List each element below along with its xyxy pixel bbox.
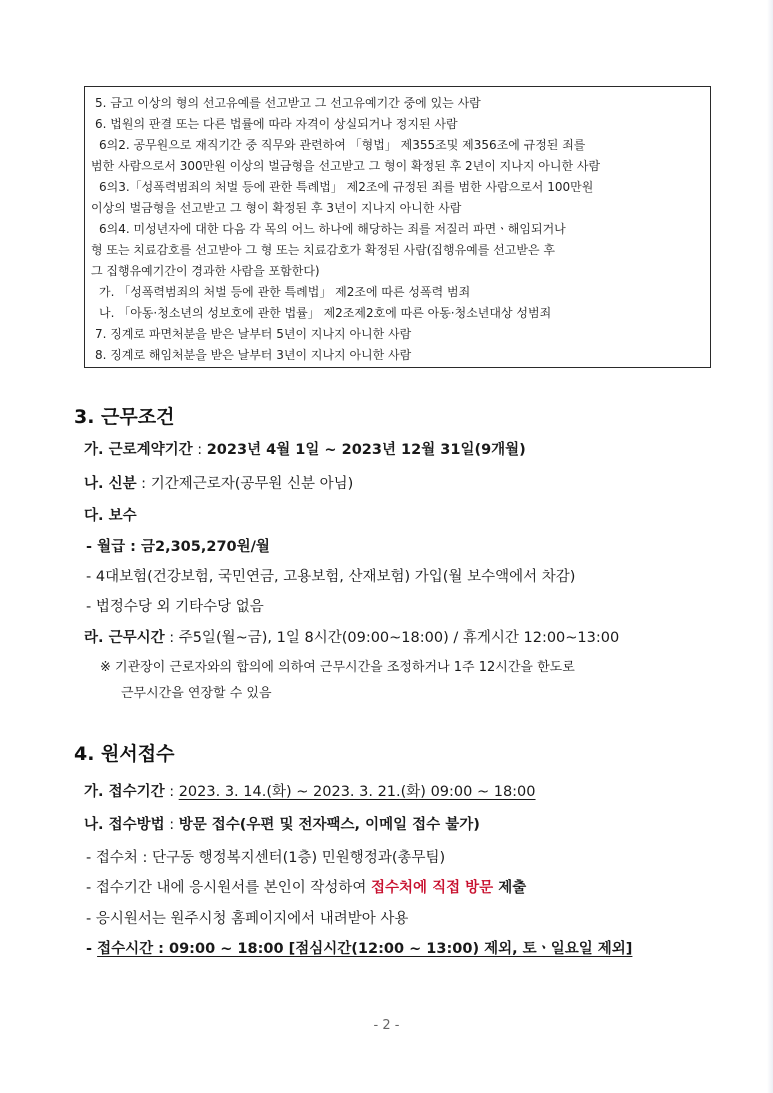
work-hours-label: 라. 근무시간 <box>84 630 165 646</box>
section-title-application: 4. 원서접수 <box>74 743 175 765</box>
separator: : <box>164 784 179 800</box>
application-period-label: 가. 접수기간 <box>84 784 165 800</box>
box-line: 6의3.「성폭력범죄의 처벌 등에 관한 특례법」 제2조에 규정된 죄를 범한 사람으로서 100만원 <box>99 180 594 194</box>
work-hours-value: 주5일(월~금), 1일 8시간(09:00~18:00) / 휴게시간 12:00~13:00 <box>178 630 620 646</box>
reception-hours-line <box>86 939 632 959</box>
note-line-2: 근무시간을 연장할 수 있음 <box>121 686 272 701</box>
box-line: 이상의 벌금형을 선고받고 그 형이 확정된 후 3년이 지나지 아니한 사람 <box>91 201 462 215</box>
contract-period-label: 가. 근로계약기간 <box>84 442 193 458</box>
submission-end: 제출 <box>493 880 527 896</box>
reception-hours-value: 접수시간 : 09:00 ~ 18:00 [점심시간(12:00 ~ 13:00) 제외, 토ㆍ일요일 제외] <box>97 941 633 957</box>
salary-label: 다. 보수 <box>84 508 137 524</box>
submission-text: - 접수기간 내에 응시원서를 본인이 작성하여 <box>86 880 372 896</box>
dash: - <box>86 941 98 957</box>
monthly-pay-value: 금2,305,270원/월 <box>140 539 270 555</box>
box-line: 6의4. 미성년자에 대한 다음 각 목의 어느 하나에 해당하는 죄를 저질러 파면ㆍ해임되거나 <box>99 222 566 236</box>
contract-period-value: 2023년 4월 1일 ~ 2023년 12월 31일(9개월) <box>206 442 526 458</box>
box-line: 6의2. 공무원으로 재직기간 중 직무와 관련하여 「형법」 제355조및 제356조에 규정된 죄를 <box>99 138 586 152</box>
contract-period-line <box>84 440 526 460</box>
form-download-line: - 응시원서는 원주시청 홈페이지에서 내려받아 사용 <box>86 911 409 927</box>
status-line <box>84 474 353 494</box>
box-line: 6. 법원의 판결 또는 다른 법률에 따라 자격이 상실되거나 정지된 사람 <box>95 117 458 131</box>
box-line: 형 또는 치료감호를 선고받아 그 형 또는 치료감호가 확정된 사람(집행유예를 선고받은 후 <box>91 243 555 257</box>
scan-edge-shade <box>767 0 773 1093</box>
salary-label-line <box>84 506 137 526</box>
separator: : <box>192 442 207 458</box>
work-hours-line <box>84 628 619 648</box>
section-title-work-conditions: 3. 근무조건 <box>74 406 175 428</box>
submission-emphasis: 접수처에 직접 방문 <box>371 880 494 896</box>
status-value: 기간제근로자(공무원 신분 아님) <box>150 476 354 492</box>
separator: : <box>164 630 179 646</box>
application-method-label: 나. 접수방법 <box>84 817 165 833</box>
status-label: 나. 신분 <box>84 476 137 492</box>
submission-line <box>86 878 526 898</box>
box-line: 8. 징계로 해임처분을 받은 날부터 3년이 지나지 아니한 사람 <box>95 348 412 362</box>
monthly-pay-line <box>86 537 270 557</box>
page-number: - 2 - <box>373 1018 400 1033</box>
separator: : <box>136 476 151 492</box>
application-period-value: 2023. 3. 14.(화) ~ 2023. 3. 21.(화) 09:00 ~ 18:00 <box>178 784 536 800</box>
monthly-pay-label: - 월급 : <box>86 539 141 555</box>
reception-place-line: - 접수처 : 단구동 행정복지센터(1층) 민원행정과(총무팀) <box>86 850 446 866</box>
note-line-1: ※ 기관장이 근로자와의 합의에 의하여 근무시간을 조정하거나 1주 12시간을 한도로 <box>100 660 575 675</box>
box-line: 나. 「아동·청소년의 성보호에 관한 법률」 제2조제2호에 따른 아동·청소년대상 성범죄 <box>99 306 552 320</box>
application-method-value: 방문 접수(우편 및 전자팩스, 이메일 접수 불가) <box>178 817 480 833</box>
box-line: 그 집행유예기간이 경과한 사람을 포함한다) <box>91 264 320 278</box>
box-line: 가. 「성폭력범죄의 처벌 등에 관한 특례법」 제2조에 따른 성폭력 범죄 <box>99 285 471 299</box>
allowance-line: - 법정수당 외 기타수당 없음 <box>86 599 264 615</box>
application-method-line <box>84 815 480 835</box>
box-line: 7. 징계로 파면처분을 받은 날부터 5년이 지나지 아니한 사람 <box>95 327 412 341</box>
disqualification-box <box>84 86 711 368</box>
separator: : <box>164 817 179 833</box>
box-line: 범한 사람으로서 300만원 이상의 벌금형을 선고받고 그 형이 확정된 후 2년이 지나지 아니한 사람 <box>91 159 601 173</box>
application-period-line <box>84 782 536 802</box>
box-line: 5. 금고 이상의 형의 선고유예를 선고받고 그 선고유예기간 중에 있는 사람 <box>95 96 481 110</box>
insurance-line: - 4대보험(건강보험, 국민연금, 고용보험, 산재보험) 가입(월 보수액에서 차감) <box>86 569 576 585</box>
